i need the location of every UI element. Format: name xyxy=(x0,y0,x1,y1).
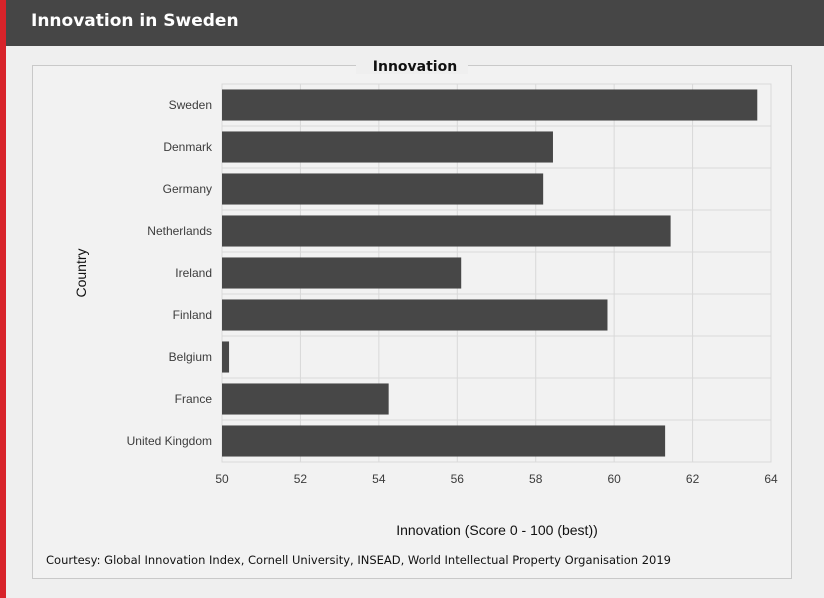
category-label: Denmark xyxy=(163,140,212,154)
category-label: France xyxy=(174,392,212,406)
x-tick-label: 62 xyxy=(685,472,700,486)
x-tick-label: 56 xyxy=(450,472,464,486)
x-tick-label: 52 xyxy=(293,472,308,486)
x-tick-label: 60 xyxy=(607,472,621,486)
bars xyxy=(222,89,757,456)
x-tick-label: 58 xyxy=(529,472,543,486)
bar-france xyxy=(222,383,389,414)
x-axis-title: Innovation (Score 0 - 100 (best)) xyxy=(396,522,598,538)
source-note: Courtesy: Global Innovation Index, Cornell University, INSEAD, World Intellectual Property Organisation 2019 xyxy=(46,553,671,567)
bar-united-kingdom xyxy=(222,425,665,456)
bar-ireland xyxy=(222,257,461,288)
category-label: United Kingdom xyxy=(126,434,212,448)
category-label: Finland xyxy=(172,308,212,322)
category-label: Ireland xyxy=(175,266,212,280)
category-label: Germany xyxy=(162,182,212,196)
category-label: Sweden xyxy=(168,98,212,112)
bar-finland xyxy=(222,299,607,330)
page-title: Innovation in Sweden xyxy=(31,11,239,31)
category-label: Belgium xyxy=(168,350,212,364)
bar-germany xyxy=(222,173,543,204)
y-axis-title: Country xyxy=(73,248,89,298)
bar-belgium xyxy=(222,341,229,372)
chart-title: Innovation xyxy=(372,59,458,75)
bar-netherlands xyxy=(222,215,671,246)
category-label: Netherlands xyxy=(147,224,212,238)
category-labels xyxy=(127,98,213,448)
bar-denmark xyxy=(222,131,553,162)
x-tick-label: 50 xyxy=(215,472,229,486)
bar-sweden xyxy=(222,89,757,120)
x-tick-label: 54 xyxy=(372,472,386,486)
x-tick-labels xyxy=(215,472,778,486)
x-tick-label: 64 xyxy=(764,472,778,486)
